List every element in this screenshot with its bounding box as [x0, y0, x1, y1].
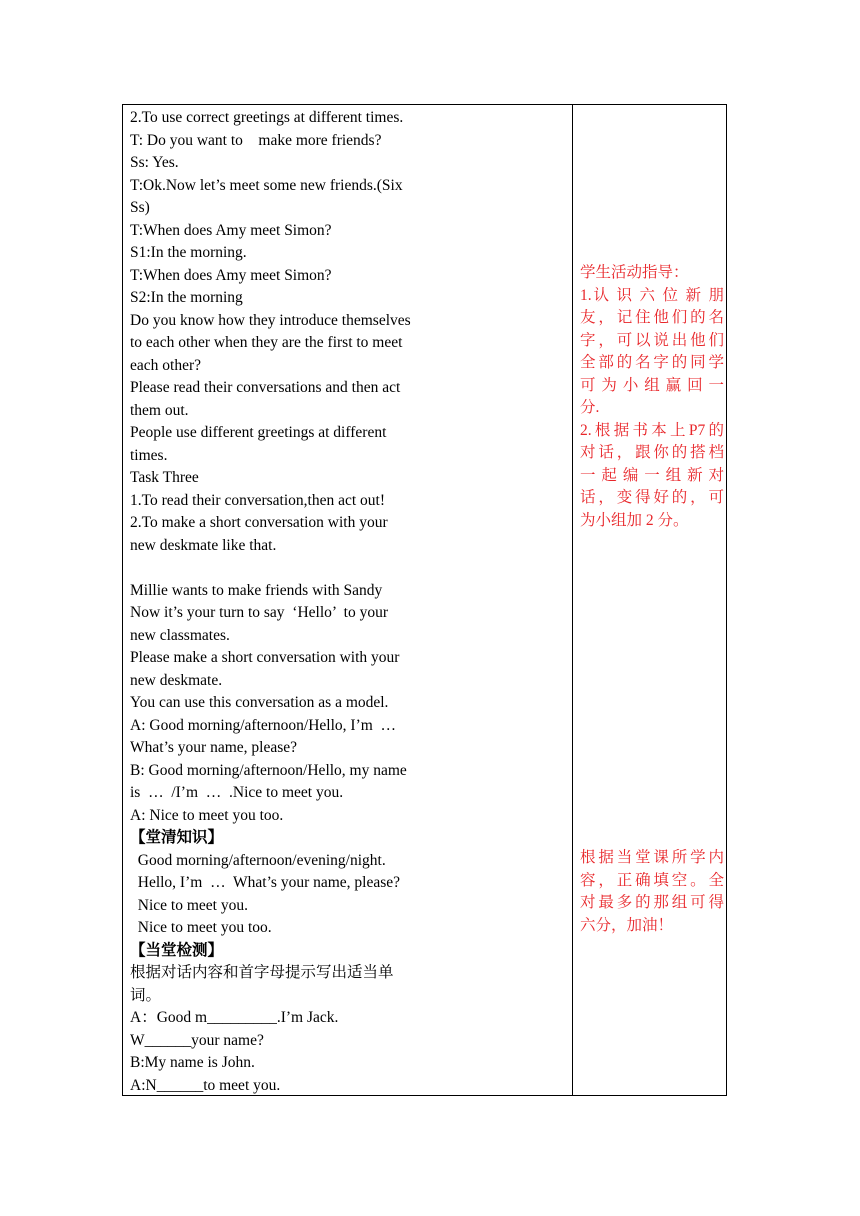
note-line: 容，正确填空。全 — [580, 871, 724, 889]
note-line: 学生活动指导： — [580, 264, 689, 281]
note-line: 话，变得好的，可 — [580, 489, 724, 506]
content-line: A：Good m_________.I’m Jack. — [130, 1009, 339, 1026]
content-line: Please make a short conversation with your — [130, 649, 400, 666]
section-heading: 【堂清知识】 — [130, 829, 224, 846]
content-line: A: Nice to meet you too. — [130, 806, 284, 824]
content-line: new classmates. — [130, 626, 230, 644]
content-line: Nice to meet you too. — [130, 919, 272, 936]
content-line: 2.To make a short conversation with your — [130, 514, 388, 531]
content-line: Millie wants to make friends with Sandy — [130, 581, 383, 599]
content-line: Ss: Yes. — [130, 154, 179, 171]
in-class-check-note — [580, 847, 724, 937]
content-line: S2:In the morning — [130, 289, 243, 306]
content-line: times. — [130, 446, 168, 464]
note-line: 根据当堂课所学内 — [580, 849, 724, 866]
note-line: 一 起 编 一 组 新 对 — [580, 466, 724, 484]
content-line: new deskmate like that. — [130, 536, 277, 554]
content-line: each other? — [130, 356, 201, 374]
content-line: A:N______to meet you. — [130, 1076, 281, 1094]
note-line: 对最多的那组可得 — [580, 894, 724, 911]
content-line: Hello, I’m … What’s your name, please? — [130, 874, 401, 891]
note-line: 分. — [580, 399, 600, 416]
content-line: to each other when they are the first to meet — [130, 334, 403, 351]
note-line: 六分，加油！ — [580, 916, 674, 934]
note-line: 全部的名字的同学 — [580, 354, 724, 371]
content-line: B: Good morning/afternoon/Hello, my name — [130, 761, 407, 779]
note-line: 2.根据书本上P7的 — [580, 421, 724, 439]
content-line — [130, 557, 570, 580]
content-line: What’s your name, please? — [130, 739, 297, 756]
content-line: Do you know how they introduce themselves — [130, 311, 411, 329]
content-line: B:My name is John. — [130, 1054, 255, 1071]
student-activity-guide — [580, 262, 724, 532]
content-line: 词。 — [130, 986, 162, 1004]
content-line: You can use this conversation as a model. — [130, 694, 389, 711]
lesson-content-column — [130, 107, 570, 1097]
content-line: Ss) — [130, 199, 150, 216]
content-line: 1.To read their conversation,then act out! — [130, 491, 386, 509]
content-line: A: Good morning/afternoon/Hello, I’m … — [130, 716, 397, 734]
content-line: Now it’s your turn to say ‘Hello’ to your — [130, 604, 389, 621]
content-line: T: Do you want to make more friends? — [130, 131, 382, 149]
content-line: 2.To use correct greetings at different times. — [130, 109, 404, 126]
content-line: Good morning/afternoon/evening/night. — [130, 851, 386, 869]
note-line: 友，记住他们的名 — [580, 309, 724, 326]
note-line: 为小组加 2 分。 — [580, 511, 689, 529]
content-line: Nice to meet you. — [130, 896, 248, 914]
note-line: 1.认 识 六 位 新 朋 — [580, 286, 724, 304]
note-line: 对话，跟你的搭档 — [580, 444, 724, 461]
column-divider — [572, 105, 573, 1095]
content-line: Please read their conversations and then act — [130, 379, 401, 396]
content-line: T:When does Amy meet Simon? — [130, 221, 332, 239]
content-line: T:When does Amy meet Simon? — [130, 266, 332, 284]
content-line: T:Ok.Now let’s meet some new friends.(Six — [130, 176, 403, 194]
note-line: 字，可以说出他们 — [580, 331, 724, 349]
content-line: People use different greetings at different — [130, 424, 387, 441]
section-heading: 【当堂检测】 — [130, 941, 224, 959]
note-line: 可 为 小 组 赢 回 一 — [580, 376, 724, 394]
lesson-table — [122, 104, 727, 1096]
content-line: them out. — [130, 401, 189, 419]
content-line: S1:In the morning. — [130, 244, 247, 261]
content-line: 根据对话内容和首字母提示写出适当单 — [130, 964, 394, 981]
content-line: new deskmate. — [130, 671, 223, 689]
content-line: is … /I’m … .Nice to meet you. — [130, 784, 344, 801]
content-line: Task Three — [130, 469, 199, 486]
content-line: W______your name? — [130, 1031, 264, 1049]
